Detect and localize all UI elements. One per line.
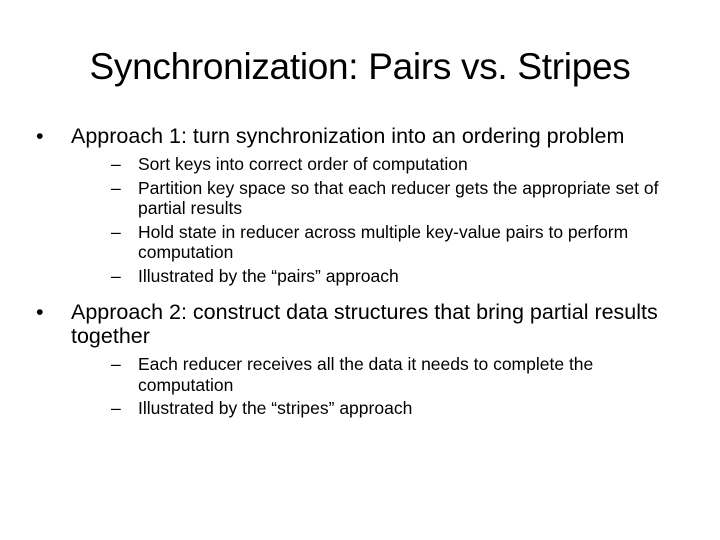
sub-bullet-list (71, 154, 686, 286)
sub-bullet-marker: – (111, 354, 121, 374)
sub-bullet-text: Each reducer receives all the data it needs to complete the computation (138, 354, 594, 395)
spacer (36, 290, 686, 300)
sub-bullet-list (71, 354, 686, 419)
bullet-marker: • (36, 300, 44, 324)
bullet-text: Approach 2: construct data structures that bring partial results together (71, 300, 658, 348)
sub-bullet-text: Partition key space so that each reducer gets the appropriate set of partial results (138, 177, 659, 218)
sub-bullet-text: Hold state in reducer across multiple key-value pairs to perform computation (138, 221, 629, 262)
sub-bullet-item (71, 178, 686, 219)
sub-bullet-text: Illustrated by the “pairs” approach (138, 265, 399, 286)
slide-body (36, 124, 686, 422)
bullet-text: Approach 1: turn synchronization into an ordering problem (71, 124, 625, 148)
sub-bullet-marker: – (111, 398, 121, 418)
slide-title: Synchronization: Pairs vs. Stripes (89, 46, 631, 87)
sub-bullet-marker: – (111, 221, 121, 242)
sub-bullet-item (71, 266, 686, 287)
bullet-item (36, 124, 686, 286)
sub-bullet-marker: – (111, 177, 121, 198)
sub-bullet-marker: – (111, 265, 121, 286)
sub-bullet-item (71, 398, 686, 419)
sub-bullet-item (71, 222, 686, 263)
bullet-item (36, 300, 686, 419)
sub-bullet-item (71, 154, 686, 175)
sub-bullet-marker: – (111, 154, 121, 174)
bullet-marker: • (36, 124, 44, 148)
sub-bullet-item (71, 354, 686, 395)
sub-bullet-text: Sort keys into correct order of computation (138, 154, 468, 174)
sub-bullet-text: Illustrated by the “stripes” approach (138, 398, 413, 418)
